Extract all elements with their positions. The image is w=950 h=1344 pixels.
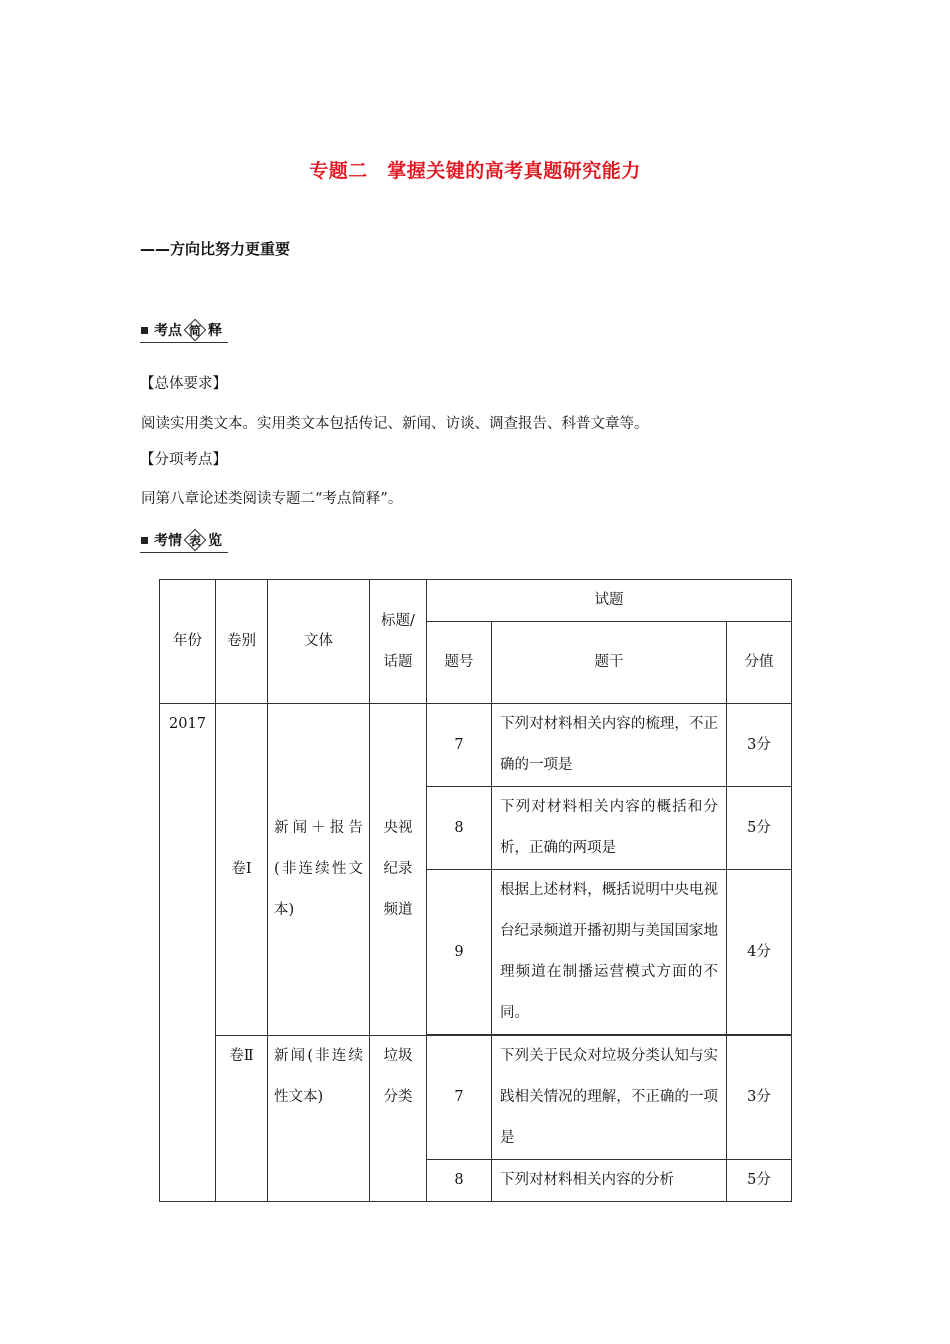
- paper1-cell: 卷Ⅰ: [216, 704, 268, 1036]
- header-stem: 题干: [492, 622, 727, 704]
- question-number: 7: [427, 704, 492, 787]
- diamond-frame-icon: 简: [184, 319, 206, 341]
- question-stem: 根据上述材料，概括说明中央电视台纪录频道开播初期与美国国家地理频道在制播运营模式方面的不同。: [492, 870, 727, 1035]
- question-stem: 下列对材料相关内容的梳理，不正确的一项是: [492, 704, 727, 787]
- paper1-text-type: 新闻＋报告(非连续性文本): [268, 704, 370, 1036]
- question-stem: 下列关于民众对垃圾分类认知与实践相关情况的理解，不正确的一项是: [492, 1036, 727, 1160]
- question-number: 9: [427, 870, 492, 1035]
- square-bullet-icon: [141, 327, 148, 334]
- header-text-type: 文体: [268, 580, 370, 704]
- paper2-text-type: 新闻(非连续性文本): [268, 1036, 370, 1202]
- question-score: 5分: [727, 1160, 792, 1202]
- paper2-cell: 卷Ⅱ: [216, 1036, 268, 1202]
- section-heading-exam-overview: 考情 表 览: [140, 528, 228, 553]
- question-number: 7: [427, 1036, 492, 1160]
- header-number: 题号: [427, 622, 492, 704]
- paper1-topic: 央视纪录频道: [370, 704, 427, 1036]
- table-header-row: [160, 580, 792, 622]
- year-cell: 2017: [160, 704, 216, 1202]
- header-questions: 试题: [427, 580, 792, 622]
- question-score: 3分: [727, 1036, 792, 1160]
- question-number: 8: [427, 787, 492, 870]
- square-bullet-icon: [141, 537, 148, 544]
- exam-overview-table: [159, 579, 792, 1202]
- item-points-heading: 【分项考点】: [140, 452, 227, 468]
- item-points-text: 同第八章论述类阅读专题二“考点简释”。: [141, 491, 403, 507]
- header-topic: 标题/话题: [370, 580, 427, 704]
- table-row: [160, 704, 792, 787]
- overall-requirements-heading: 【总体要求】: [140, 376, 227, 392]
- question-score: 4分: [727, 870, 792, 1035]
- page-title: 专题二 掌握关键的高考真题研究能力: [309, 160, 641, 182]
- diamond-frame-icon: 表: [184, 529, 206, 551]
- question-stem: 下列对材料相关内容的概括和分析，正确的两项是: [492, 787, 727, 870]
- question-number: 8: [427, 1160, 492, 1202]
- question-score: 5分: [727, 787, 792, 870]
- overall-requirements-text: 阅读实用类文本。实用类文本包括传记、新闻、访谈、调查报告、科普文章等。: [141, 416, 649, 432]
- question-stem: 下列对材料相关内容的分析: [492, 1160, 727, 1202]
- paper2-topic: 垃圾分类: [370, 1036, 427, 1202]
- header-score: 分值: [727, 622, 792, 704]
- table-row: [160, 1036, 792, 1160]
- subtitle: ——方向比努力更重要: [140, 240, 291, 258]
- question-score: 3分: [727, 704, 792, 787]
- header-year: 年份: [160, 580, 216, 704]
- header-paper: 卷别: [216, 580, 268, 704]
- section-heading-exam-points: 考点 简 释: [140, 318, 228, 343]
